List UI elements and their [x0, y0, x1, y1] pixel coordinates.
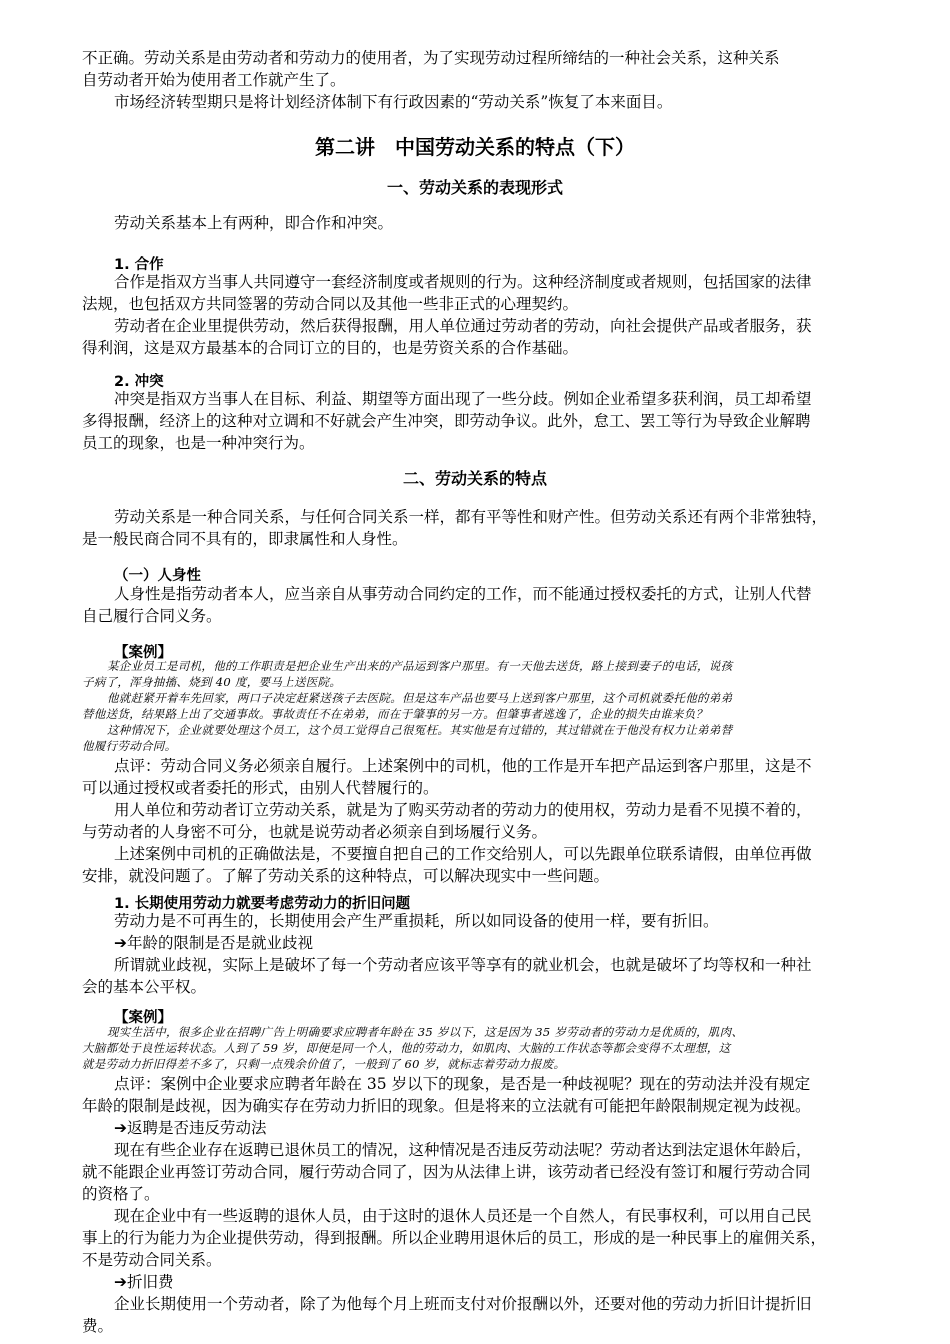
paragraph-line: 不是劳动合同关系。: [82, 1251, 222, 1269]
arrow-item-fee: [0, 1271, 950, 1293]
case-text-line: 他就赶紧开着车先回家，两口子决定赶紧送孩子去医院。但是这车产品也要马上送到客户那里，这个司机就委托他的弟弟: [107, 691, 733, 705]
subheading-conflict: 2. 冲突: [114, 374, 164, 390]
paragraph-line: 得利润，这是双方最基本的合同订立的目的，也是劳资关系的合作基础。: [82, 339, 579, 357]
paragraph-line: 自劳动者开始为使用者工作就产生了。: [82, 71, 346, 89]
paragraph-line: 用人单位和劳动者订立劳动关系，就是为了购买劳动者的劳动力的使用权，劳动力是看不见摸不着的，: [114, 801, 812, 819]
paragraph-line: 不正确。劳动关系是由劳动者和劳动力的使用者，为了实现劳动过程所缔结的一种社会关系，这种关系: [82, 49, 780, 67]
case-label: 【案例】: [114, 645, 172, 661]
paragraph-line: 所谓就业歧视，实际上是破坏了每一个劳动者应该平等享有的就业机会，也就是破坏了均等权和一种社: [114, 956, 812, 974]
paragraph-line: 企业长期使用一个劳动者，除了为他每个月上班而支付对价报酬以外，还要对他的劳动力折旧计提折旧: [114, 1295, 812, 1313]
paragraph-line: 市场经济转型期只是将计划经济体制下有行政因素的“劳动关系”恢复了本来面目。: [114, 93, 673, 111]
arrow-icon: ➔: [114, 934, 127, 952]
paragraph-line: 自己履行合同义务。: [82, 607, 222, 625]
subheading-cooperation: 1. 合作: [114, 257, 164, 273]
paragraph-line: 点评：案例中企业要求应聘者年龄在 35 岁以下的现象，是否是一种歧视呢？现在的劳动法并没有规定: [114, 1075, 811, 1093]
arrow-item-label: 返聘是否违反劳动法: [127, 1119, 267, 1137]
arrow-item-label: 年龄的限制是否是就业歧视: [127, 934, 314, 952]
paragraph-line: 劳动力是不可再生的，长期使用会产生严重损耗，所以如同设备的使用一样，要有折旧。: [114, 912, 719, 930]
arrow-item-age: [0, 932, 950, 954]
paragraph-line: 点评：劳动合同义务必须亲自履行。上述案例中的司机，他的工作是开车把产品运到客户那里，这是不: [114, 757, 812, 775]
arrow-icon: ➔: [114, 1273, 127, 1291]
subheading-personal: （一）人身性: [114, 568, 201, 584]
paragraph-line: 与劳动者的人身密不可分，也就是说劳动者必须亲自到场履行义务。: [82, 823, 548, 841]
paragraph-line: 人身性是指劳动者本人，应当亲自从事劳动合同约定的工作，而不能通过授权委托的方式，让别人代替: [114, 585, 812, 603]
paragraph-line: 会的基本公平权。: [82, 978, 207, 996]
arrow-item-rehire: [0, 1117, 950, 1139]
paragraph-line: 的资格了。: [82, 1185, 160, 1203]
paragraph-line: 法规，也包括双方共同签署的劳动合同以及其他一些非正式的心理契约。: [82, 295, 579, 313]
case-label: 【案例】: [114, 1010, 172, 1026]
paragraph-line: 费。: [82, 1317, 114, 1335]
paragraph-line: 就不能跟企业再签订劳动合同，履行劳动合同了，因为从法律上讲，该劳动者已经没有签订和履行劳动合同: [82, 1163, 811, 1181]
paragraph-line: 劳动关系是一种合同关系，与任何合同关系一样，都有平等性和财产性。但劳动关系还有两个非常独特，: [114, 508, 828, 526]
paragraph-line: 安排，就没问题了。了解了劳动关系的这种特点，可以解决现实中一些问题。: [82, 867, 610, 885]
lecture-title: 第二讲 中国劳动关系的特点（下）: [315, 135, 635, 159]
case-text-line: 他履行劳动合同。: [82, 739, 177, 753]
paragraph-line: 上述案例中司机的正确做法是，不要擅自把自己的工作交给别人，可以先跟单位联系请假，由单位再做: [114, 845, 812, 863]
paragraph-line: 是一般民商合同不具有的，即隶属性和人身性。: [82, 530, 408, 548]
paragraph-line: 合作是指双方当事人共同遵守一套经济制度或者规则的行为。这种经济制度或者规则，包括国家的法律: [114, 273, 812, 291]
paragraph-line: 现在企业中有一些返聘的退休人员，由于这时的退休人员还是一个自然人，有民事权利，可以用自己民: [114, 1207, 812, 1225]
arrow-icon: ➔: [114, 1119, 127, 1137]
arrow-item-label: 折旧费: [127, 1273, 174, 1291]
subheading-depreciation: 1. 长期使用劳动力就要考虑劳动力的折旧问题: [114, 896, 411, 912]
case-text-line: 某企业员工是司机，他的工作职责是把企业生产出来的产品运到客户那里。有一天他去送货，路上接到妻子的电话，说孩: [107, 659, 733, 673]
paragraph-line: 冲突是指双方当事人在目标、利益、期望等方面出现了一些分歧。例如企业希望多获利润，员工却希望: [114, 390, 812, 408]
case-text-line: 现实生活中，很多企业在招聘广告上明确要求应聘者年龄在 35 岁以下，这是因为 35 岁劳动者的劳动力是优质的，肌肉、: [107, 1025, 744, 1039]
case-text-line: 大脑都处于良性运转状态。人到了 59 岁，即便是同一个人，他的劳动力，如肌肉、大脑的工作状态等都会变得不太理想，这: [82, 1041, 731, 1055]
section-heading: 二、劳动关系的特点: [402, 469, 547, 488]
paragraph-line: 多得报酬，经济上的这种对立调和不好就会产生冲突，即劳动争议。此外，怠工、罢工等行为导致企业解聘: [82, 412, 811, 430]
case-text-line: 就是劳动力折旧得差不多了，只剩一点残余价值了，一般到了 60 岁，就标志着劳动力报废。: [82, 1057, 566, 1071]
paragraph-line: 年龄的限制是歧视，因为确实存在劳动力折旧的现象。但是将来的立法就有可能把年龄限制规定视为歧视。: [82, 1097, 811, 1115]
section-heading: 一、劳动关系的表现形式: [386, 178, 563, 197]
paragraph-line: 事上的行为能力为企业提供劳动，得到报酬。所以企业聘用退休后的员工，形成的是一种民事上的雇佣关系，: [82, 1229, 827, 1247]
paragraph-line: 员工的现象，也是一种冲突行为。: [82, 434, 315, 452]
case-text-line: 子病了，浑身抽搐、烧到 40 度，要马上送医院。: [82, 675, 342, 689]
case-text-line: 这种情况下，企业就要处理这个员工，这个员工觉得自己很冤枉。其实他是有过错的，其过错就在于他没有权力让弟弟替: [107, 723, 733, 737]
paragraph-line: 劳动者在企业里提供劳动，然后获得报酬，用人单位通过劳动者的劳动，向社会提供产品或者服务，获: [114, 317, 812, 335]
paragraph-line: 可以通过授权或者委托的形式，由别人代替履行的。: [82, 779, 439, 797]
case-text-line: 替他送货，结果路上出了交通事故。事故责任不在弟弟，而在于肇事的另一方。但肇事者逃逸了，企业的损失由谁来负？: [82, 707, 708, 721]
paragraph-line: 劳动关系基本上有两种，即合作和冲突。: [114, 214, 394, 232]
paragraph-line: 现在有些企业存在返聘已退休员工的情况，这种情况是否违反劳动法呢？劳动者达到法定退休年龄后，: [114, 1141, 812, 1159]
